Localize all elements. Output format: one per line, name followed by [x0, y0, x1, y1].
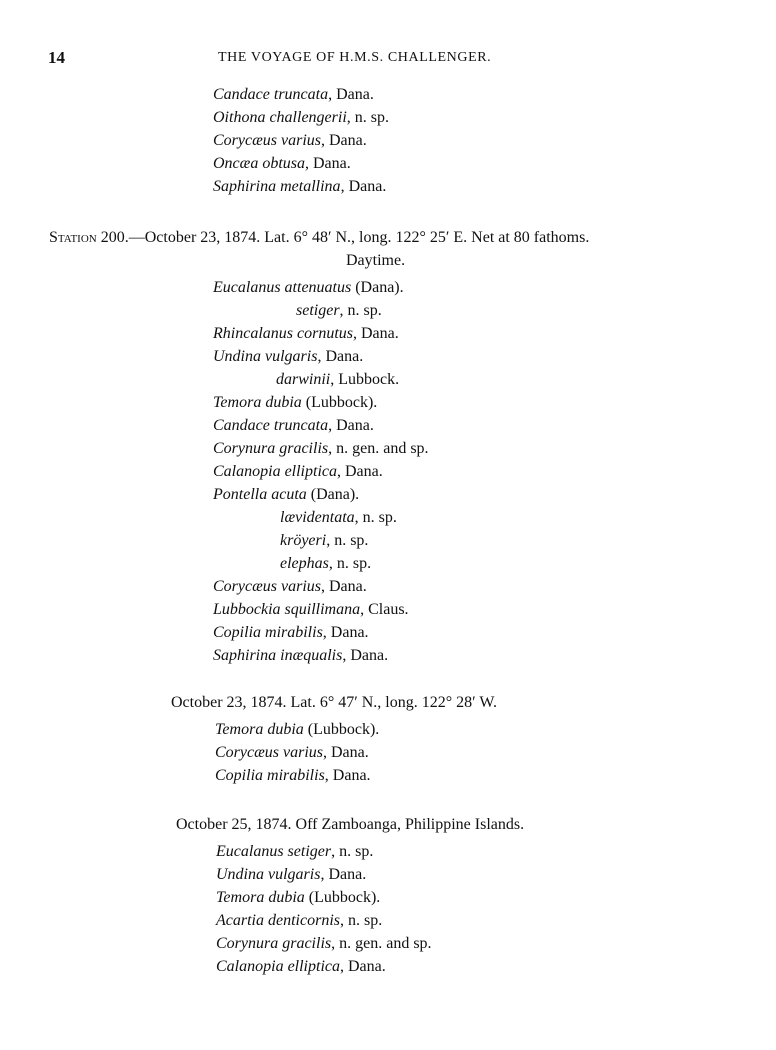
- species-name: Oithona challengerii: [213, 109, 347, 126]
- station-details: —October 23, 1874. Lat. 6° 48′ N., long. 122° 25′ E. Net at 80 fathoms.: [128, 229, 590, 246]
- species-authority: , n. sp.: [339, 302, 382, 319]
- list-item: [280, 530, 368, 553]
- species-name: Oncæa obtusa: [213, 155, 305, 172]
- list-item: [213, 176, 386, 199]
- list-item: [280, 553, 371, 576]
- species-name: Temora dubia: [213, 394, 302, 411]
- list-item: [213, 323, 399, 346]
- species-name: Saphirina metallina: [213, 178, 341, 195]
- species-name: lævidentata: [280, 509, 355, 526]
- species-authority: , n. gen. and sp.: [331, 935, 432, 952]
- species-name: Rhincalanus cornutus: [213, 325, 353, 342]
- species-authority: (Dana).: [351, 279, 404, 296]
- daytime-note: Daytime.: [346, 252, 406, 269]
- species-authority: (Lubbock).: [301, 394, 378, 411]
- species-name: Corynura gracilis: [213, 440, 329, 457]
- list-item: [215, 742, 369, 765]
- species-name: Undina vulgaris: [213, 348, 318, 365]
- list-item: [213, 622, 369, 645]
- list-item: [213, 576, 367, 599]
- species-authority: , Dana.: [342, 647, 389, 664]
- species-name: Corycæus varius: [213, 132, 321, 149]
- species-name: Lubbockia squillimana: [213, 601, 361, 618]
- species-authority: , Dana.: [321, 578, 367, 595]
- species-authority: , Dana.: [321, 132, 367, 149]
- list-item: [215, 765, 371, 788]
- species-authority: , n. sp.: [328, 555, 372, 572]
- species-authority: , Dana.: [340, 178, 387, 195]
- species-authority: (Dana).: [306, 486, 360, 503]
- species-name: Copilia mirabilis: [215, 767, 325, 784]
- list-item: [213, 107, 389, 130]
- species-authority: , Lubbock.: [330, 371, 400, 388]
- list-item: [280, 507, 397, 530]
- species-name: Pontella acuta: [213, 486, 307, 503]
- species-authority: , n. sp.: [326, 532, 369, 549]
- species-name: Corycæus varius: [215, 744, 323, 761]
- species-name: setiger: [296, 302, 340, 319]
- station-label: Station 200.: [49, 229, 129, 246]
- species-authority: , n. sp.: [339, 912, 383, 929]
- list-item: [213, 392, 377, 415]
- species-authority: , Dana.: [323, 744, 369, 761]
- list-item: [215, 719, 379, 742]
- list-item: [213, 415, 374, 438]
- species-name: darwinii: [276, 371, 331, 388]
- species-authority: , n. sp.: [346, 109, 389, 126]
- species-name: kröyeri: [280, 532, 327, 549]
- list-item: [296, 300, 382, 323]
- list-item: [216, 933, 432, 956]
- species-name: Candace truncata: [213, 417, 329, 434]
- list-item: [213, 438, 429, 461]
- species-name: Copilia mirabilis: [213, 624, 323, 641]
- species-name: Temora dubia: [216, 889, 305, 906]
- species-authority: , Dana.: [320, 866, 367, 883]
- list-item: [276, 369, 399, 392]
- list-item: [216, 910, 382, 933]
- species-authority: , n. gen. and sp.: [328, 440, 429, 457]
- species-authority: , n. sp.: [354, 509, 397, 526]
- page-number: 14: [48, 48, 65, 67]
- species-authority: , Dana.: [324, 767, 371, 784]
- species-authority: , Dana.: [305, 155, 351, 172]
- species-name: Candace truncata: [213, 86, 329, 103]
- list-item: [216, 956, 386, 979]
- species-name: Eucalanus setiger: [216, 843, 332, 860]
- section-heading: October 25, 1874. Off Zamboanga, Philippine Islands.: [176, 816, 525, 833]
- list-item: [213, 484, 359, 507]
- section-heading: October 23, 1874. Lat. 6° 47′ N., long. 122° 28′ W.: [171, 694, 497, 711]
- species-authority: , Dana.: [328, 86, 374, 103]
- species-authority: , Dana.: [322, 624, 369, 641]
- species-name: elephas: [280, 555, 329, 572]
- species-name: Calanopia elliptica: [216, 958, 340, 975]
- species-authority: , Dana.: [317, 348, 364, 365]
- species-authority: , Dana.: [328, 417, 374, 434]
- species-authority: , Dana.: [340, 958, 386, 975]
- species-name: Calanopia elliptica: [213, 463, 337, 480]
- list-item: [213, 645, 388, 668]
- species-name: Temora dubia: [215, 721, 304, 738]
- species-name: Undina vulgaris: [216, 866, 321, 883]
- species-name: Eucalanus attenuatus: [213, 279, 352, 296]
- species-name: Corynura gracilis: [216, 935, 332, 952]
- species-name: Corycæus varius: [213, 578, 321, 595]
- species-authority: , Claus.: [360, 601, 409, 618]
- species-authority: , Dana.: [353, 325, 399, 342]
- station-heading: [49, 229, 589, 247]
- species-name: Acartia denticornis: [216, 912, 340, 929]
- species-authority: , Dana.: [337, 463, 383, 480]
- species-name: Saphirina inæqualis: [213, 647, 343, 664]
- list-item: [213, 599, 409, 622]
- list-item: [213, 153, 351, 176]
- list-item: [216, 841, 373, 864]
- list-item: [216, 864, 366, 887]
- species-authority: (Lubbock).: [304, 889, 381, 906]
- species-authority: , n. sp.: [331, 843, 374, 860]
- list-item: [213, 130, 367, 153]
- running-title: THE VOYAGE OF H.M.S. CHALLENGER.: [218, 50, 492, 65]
- list-item: [216, 887, 380, 910]
- list-item: [213, 84, 374, 107]
- list-item: [213, 277, 404, 300]
- species-authority: (Lubbock).: [303, 721, 380, 738]
- list-item: [213, 346, 363, 369]
- list-item: [213, 461, 383, 484]
